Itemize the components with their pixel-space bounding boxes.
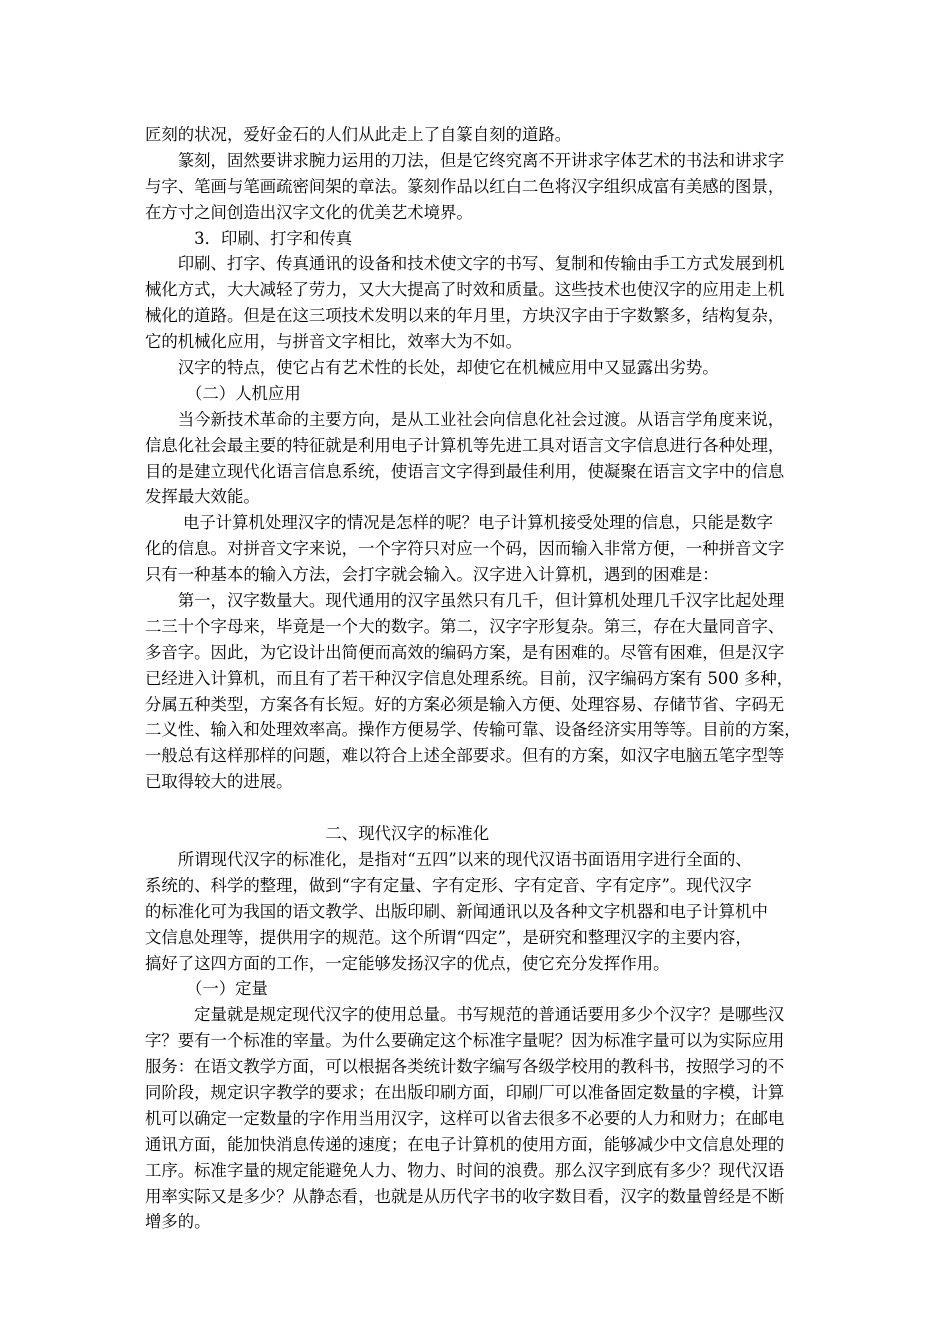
text-line: 同阶段，规定识字教学的要求；在出版印刷方面，印刷厂可以准备固定数量的字模，计算	[145, 1082, 785, 1102]
text-line: 搞好了这四方面的工作，一定能够发扬汉字的优点，使它充分发挥作用。	[145, 953, 670, 973]
text-line: 只有一种基本的输入方法，会打字就会输入。汉字进入计算机，遇到的困难是：	[145, 565, 719, 585]
text-line: 械化的道路。但是在这三项技术发明以来的年月里，方块汉字由于字数繁多，结构复杂，	[145, 306, 785, 326]
text-line: 电子计算机处理汉字的情况是怎样的呢？电子计算机接受处理的信息，只能是数字	[145, 513, 774, 533]
chapter-heading: 二、现代汉字的标准化	[145, 824, 490, 844]
text-line: 印刷、打字、传真通讯的设备和技术使文字的书写、复制和传输由手工方式发展到机	[145, 254, 785, 274]
section-heading: （一）定量	[145, 979, 268, 999]
text-line: 已经进入计算机，而且有了若干种汉字信息处理系统。目前，汉字编码方案有 500 多种，	[145, 668, 794, 688]
text-line: 发挥最大效能。	[145, 487, 260, 507]
text-line: 一般总有这样那样的问题，难以符合上述全部要求。但有的方案，如汉字电脑五笔字型等	[145, 746, 785, 766]
text-line: 篆刻，固然要讲求腕力运用的刀法，但是它终究离不开讲求字体艺术的书法和讲求字	[145, 150, 785, 170]
text-line: 通讯方面，能加快消息传递的速度；在电子计算机的使用方面，能够减少中文信息处理的	[145, 1134, 785, 1154]
text-line: 第一，汉字数量大。现代通用的汉字虽然只有几千，但计算机处理几千汉字比起处理	[145, 591, 785, 611]
text-line: 工序。标准字量的规定能避免人力、物力、时间的浪费。那么汉字到底有多少？现代汉语	[145, 1160, 785, 1180]
text-line: 文信息处理等，提供用字的规范。这个所谓“四定”，是研究和整理汉字的主要内容，	[145, 927, 752, 947]
text-line: 字？要有一个标准的宰量。为什么要确定这个标准字量呢？因为标准字量可以为实际应用	[145, 1031, 785, 1051]
text-line: 当今新技术革命的主要方向，是从工业社会向信息化社会过渡。从语言学角度来说，	[145, 409, 785, 429]
blank-line	[145, 795, 815, 821]
text-line: 化的信息。对拼音文字来说，一个字符只对应一个码，因而输入非常方便，一种拼音文字	[145, 539, 785, 559]
text-line: 定量就是规定现代汉字的使用总量。书写规范的普通话要用多少个汉字？是哪些汉	[145, 1005, 785, 1025]
text-line: 在方寸之间创造出汉字文化的优美艺术境界。	[145, 202, 473, 222]
text-line: 系统的、科学的整理，做到“字有定量、字有定形、字有定音、字有定序”。现代汉字	[145, 875, 752, 895]
text-line: 机可以确定一定数量的字作用当用汉字，这样可以省去很多不必要的人力和财力；在邮电	[145, 1108, 785, 1128]
text-line: 用率实际又是多少？从静态看，也就是从历代字书的收字数目看，汉字的数量曾经是不断	[145, 1186, 785, 1206]
text-line: 与字、笔画与笔画疏密间架的章法。篆刻作品以红白二色将汉字组织成富有美感的图景，	[145, 176, 785, 196]
document-page	[145, 122, 815, 1235]
text-line: 二义性、输入和处理效率高。操作方便易学、传输可靠、设备经济实用等等。目前的方案，	[145, 720, 801, 740]
text-line: 信息化社会最主要的特征就是利用电子计算机等先进工具对语言文字信息进行各种处理，	[145, 435, 785, 455]
text-line: 二三十个字母来，毕竟是一个大的数字。第二，汉字字形复杂。第三，存在大量同音字、	[145, 616, 785, 636]
text-line: 的标准化可为我国的语文教学、出版印刷、新闻通讯以及各种文字机器和电子计算机中	[145, 901, 768, 921]
text-line: 械化方式，大大减轻了劳力，又大大提高了时效和质量。这些技术也使汉字的应用走上机	[145, 280, 785, 300]
text-line: 汉字的特点，使它占有艺术性的长处，却使它在机械应用中又显露出劣势。	[145, 358, 719, 378]
section-heading: 3．印刷、打字和传真	[145, 228, 353, 248]
text-line: 分属五种类型，方案各有长短。好的方案必须是输入方便、处理容易、存储节省、字码无	[145, 694, 785, 714]
text-line: 它的机械化应用，与拼音文字相比，效率大为不如。	[145, 332, 522, 352]
text-line: 目的是建立现代化语言信息系统，使语言文字得到最佳利用，使凝聚在语言文字中的信息	[145, 461, 785, 481]
text-line: 多音字。因此，为它设计出简便而高效的编码方案，是有困难的。尽管有困难，但是汉字	[145, 642, 785, 662]
text-line: 已取得较大的进展。	[145, 772, 293, 792]
text-line: 所谓现代汉字的标准化，是指对“五四”以来的现代汉语书面语用字进行全面的、	[145, 849, 752, 869]
text-line: 增多的。	[145, 1212, 211, 1232]
text-line: 服务：在语文教学方面，可以根据各类统计数字编写各级学校用的教科书，按照学习的不	[145, 1057, 785, 1077]
text-line: 匠刻的状况，爱好金石的人们从此走上了自篆自刻的道路。	[145, 125, 572, 144]
section-heading: （二）人机应用	[145, 383, 301, 403]
